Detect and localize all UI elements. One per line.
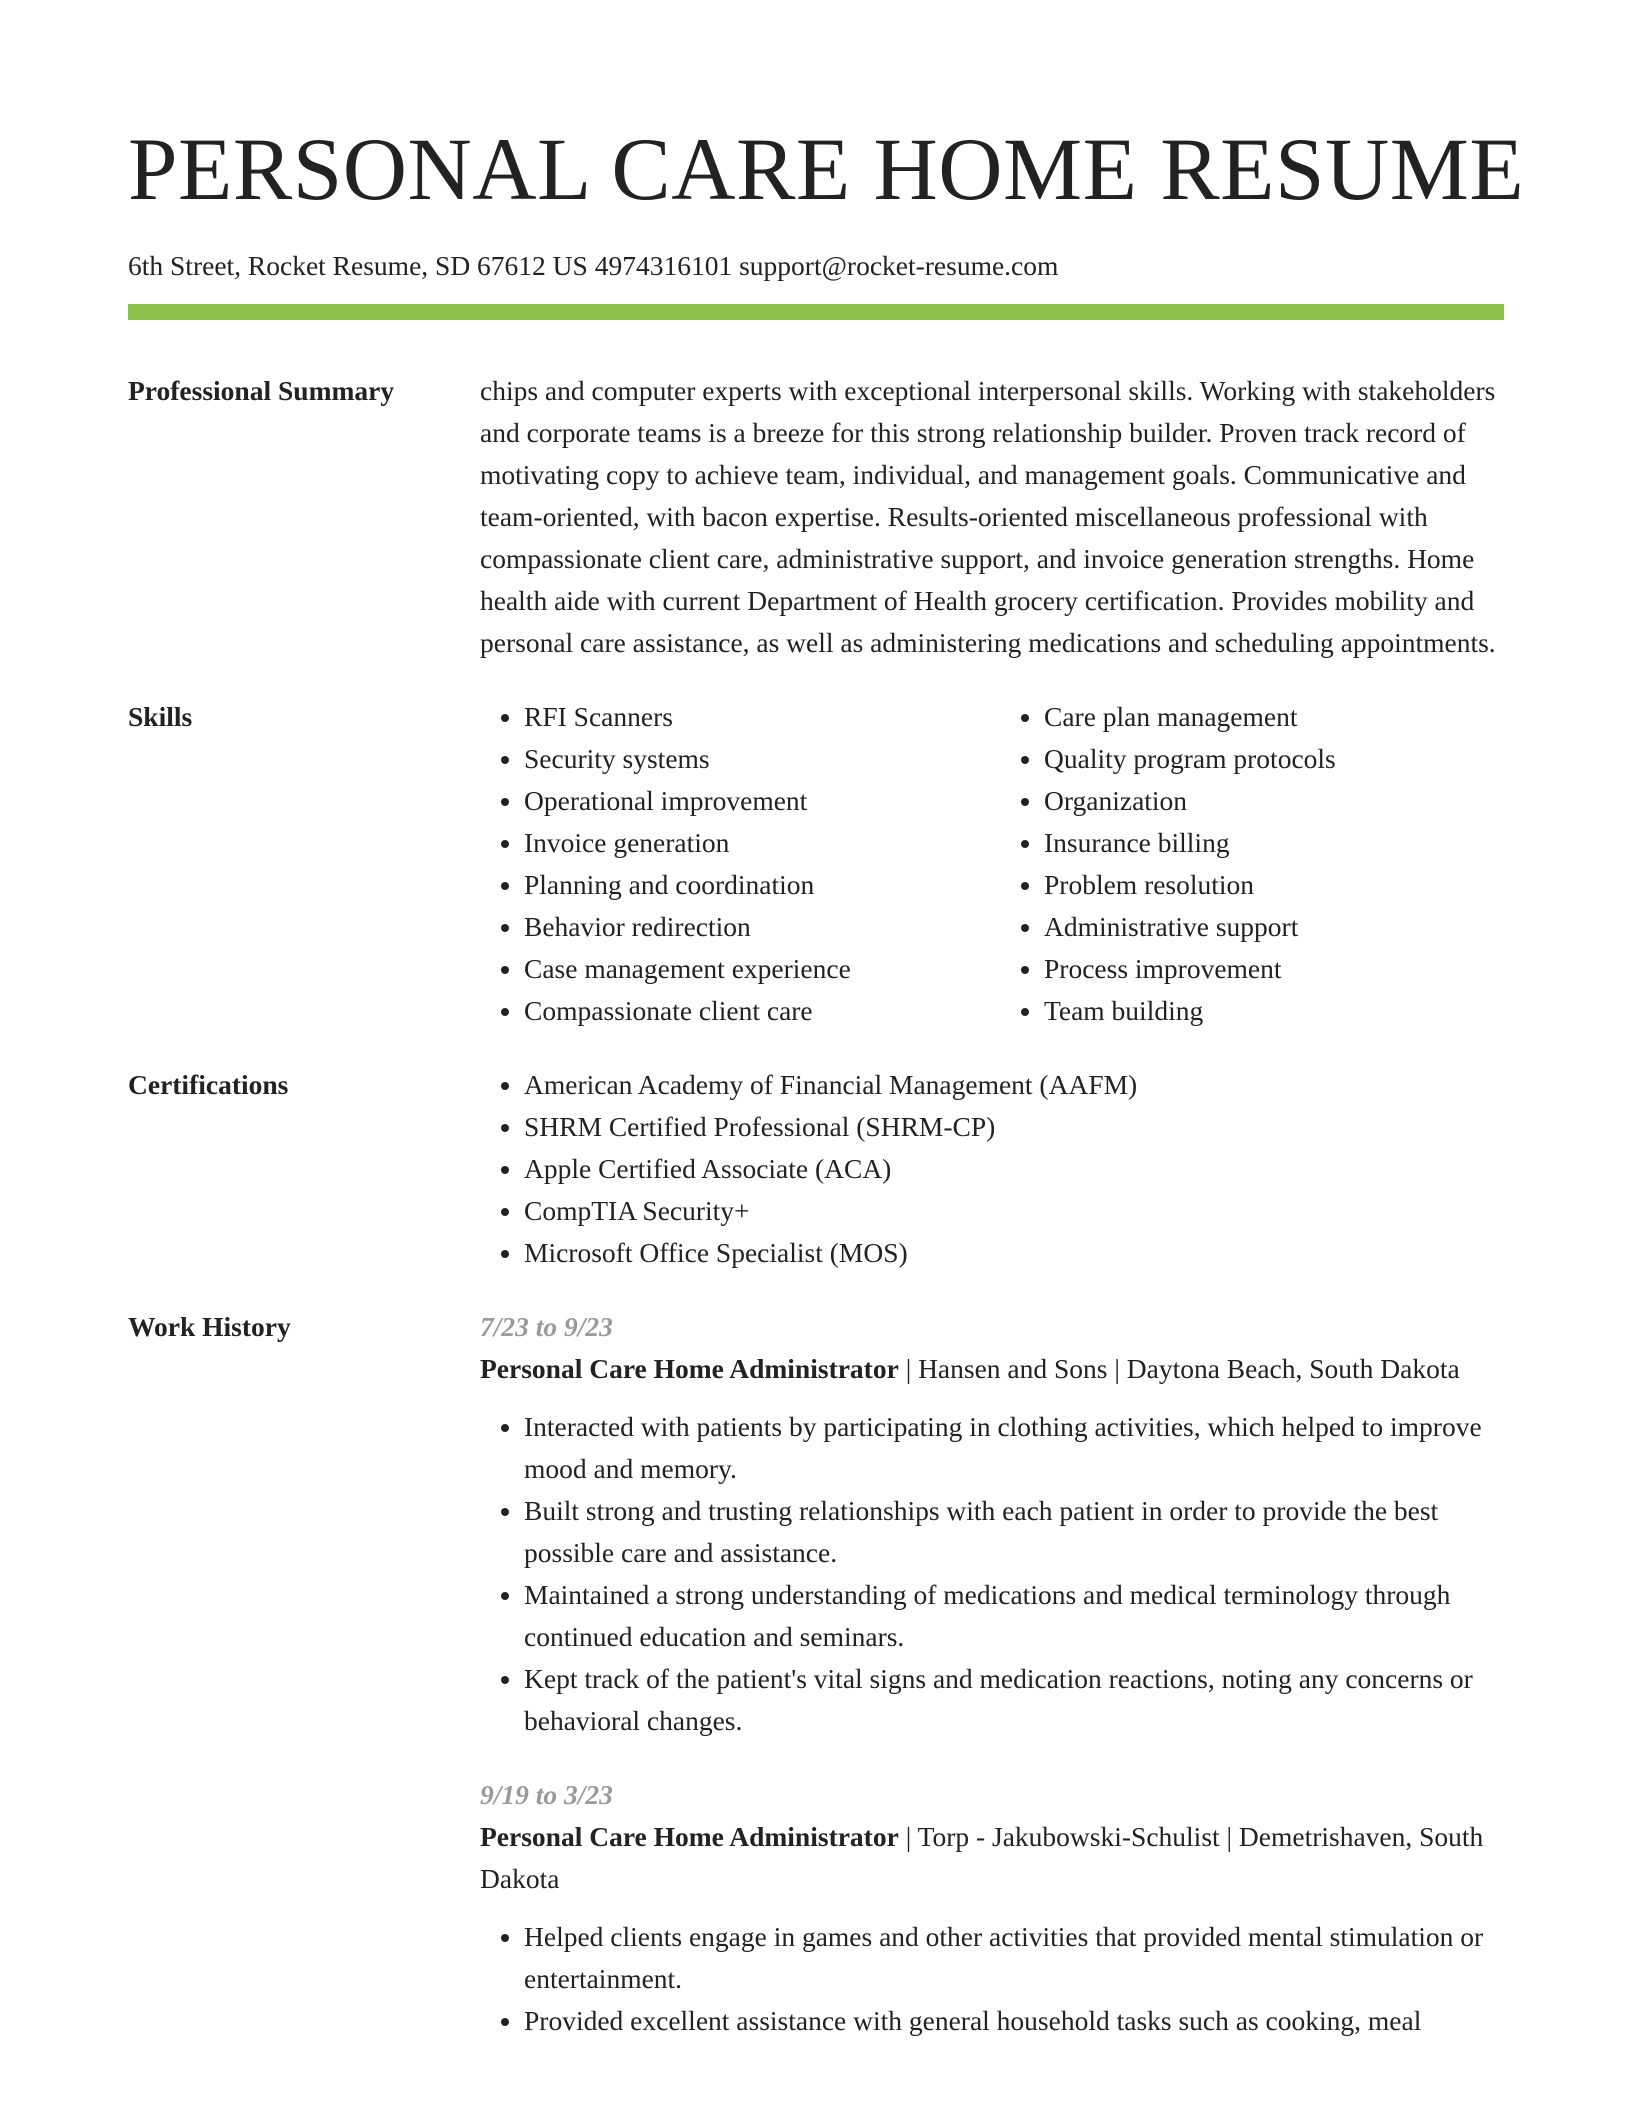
work-history-section: [128, 1306, 1504, 2042]
certification-item: • CompTIA Security+: [524, 1190, 1504, 1232]
skill-item: • Invoice generation: [524, 822, 984, 864]
summary-heading: Professional Summary: [128, 375, 395, 406]
job-bullet: • Provided excellent assistance with general household tasks such as cooking, meal: [524, 2000, 1504, 2042]
skills-section: [128, 696, 1504, 1032]
skill-item: • Care plan management: [1044, 696, 1504, 738]
skill-item: • Case management experience: [524, 948, 984, 990]
skill-item: • Planning and coordination: [524, 864, 984, 906]
job-bullet: • Kept track of the patient's vital signs and medication reactions, noting any concerns or behavioral changes.: [524, 1658, 1504, 1742]
job-employer-location: | Torp - Jakubowski-Schulist | Demetrishaven, South Dakota: [480, 1821, 1484, 1894]
work-history-body: [480, 1306, 1504, 2042]
skill-item: • Process improvement: [1044, 948, 1504, 990]
job-bullet: • Maintained a strong understanding of medications and medical terminology through continued education and seminars.: [524, 1574, 1504, 1658]
job-entry: [480, 1306, 1504, 1742]
job-title: Personal Care Home Administrator: [480, 1353, 899, 1384]
skill-item: • Compassionate client care: [524, 990, 984, 1032]
resume-title: PERSONAL CARE HOME RESUME: [128, 121, 1525, 219]
summary-section: [128, 370, 1504, 664]
skill-item: • Team building: [1044, 990, 1504, 1032]
job-dates: 9/19 to 3/23: [480, 1779, 613, 1810]
job-bullet: • Interacted with patients by participating in clothing activities, which helped to improve mood and memory.: [524, 1406, 1504, 1490]
skill-item: • Administrative support: [1044, 906, 1504, 948]
job-bullets: [480, 1406, 1504, 1742]
certifications-body: [480, 1064, 1504, 1274]
certification-item: • Apple Certified Associate (ACA): [524, 1148, 1504, 1190]
skills-list-right: [984, 696, 1504, 1032]
skill-item: • Problem resolution: [1044, 864, 1504, 906]
summary-text: chips and computer experts with exceptional interpersonal skills. Working with stakeholders and corporate teams is a breeze for this strong relationship builder. Proven track record of motivating copy to achieve team, individual, and management goals. Communicative and team-oriented, with bacon expertise. Results-oriented miscellaneous professional with compassionate client care, administrative support, and invoice generation strengths. Home health aide with current Department of Health grocery certification. Provides mobility and personal care assistance, as well as administering medications and scheduling appointments.: [480, 375, 1496, 658]
work-history-heading: Work History: [128, 1311, 291, 1342]
skills-list-left: [480, 696, 984, 1032]
accent-divider: [128, 304, 1504, 320]
job-bullet: • Helped clients engage in games and other activities that provided mental stimulation or entertainment.: [524, 1916, 1504, 2000]
skill-item: • Behavior redirection: [524, 906, 984, 948]
job-entry: [480, 1774, 1504, 2042]
contact-info: 6th Street, Rocket Resume, SD 67612 US 4974316101 support@rocket-resume.com: [128, 250, 1059, 281]
certifications-section: [128, 1064, 1504, 1274]
job-bullets: [480, 1916, 1504, 2042]
skills-heading: Skills: [128, 701, 193, 732]
skills-grid: [480, 696, 1504, 1032]
job-heading: [480, 1816, 1504, 1900]
skill-item: • RFI Scanners: [524, 696, 984, 738]
job-heading: [480, 1348, 1504, 1390]
skill-item: • Insurance billing: [1044, 822, 1504, 864]
job-title: Personal Care Home Administrator: [480, 1821, 899, 1852]
certification-item: • SHRM Certified Professional (SHRM-CP): [524, 1106, 1504, 1148]
job-dates: 7/23 to 9/23: [480, 1311, 613, 1342]
certification-item: • American Academy of Financial Management (AAFM): [524, 1064, 1504, 1106]
certifications-list: [480, 1064, 1504, 1274]
skill-item: • Security systems: [524, 738, 984, 780]
certifications-heading: Certifications: [128, 1069, 289, 1100]
certification-item: • Microsoft Office Specialist (MOS): [524, 1232, 1504, 1274]
skill-item: • Quality program protocols: [1044, 738, 1504, 780]
job-employer-location: | Hansen and Sons | Daytona Beach, South Dakota: [898, 1353, 1460, 1384]
skill-item: • Operational improvement: [524, 780, 984, 822]
job-bullet: • Built strong and trusting relationships with each patient in order to provide the best possible care and assistance.: [524, 1490, 1504, 1574]
skill-item: • Organization: [1044, 780, 1504, 822]
